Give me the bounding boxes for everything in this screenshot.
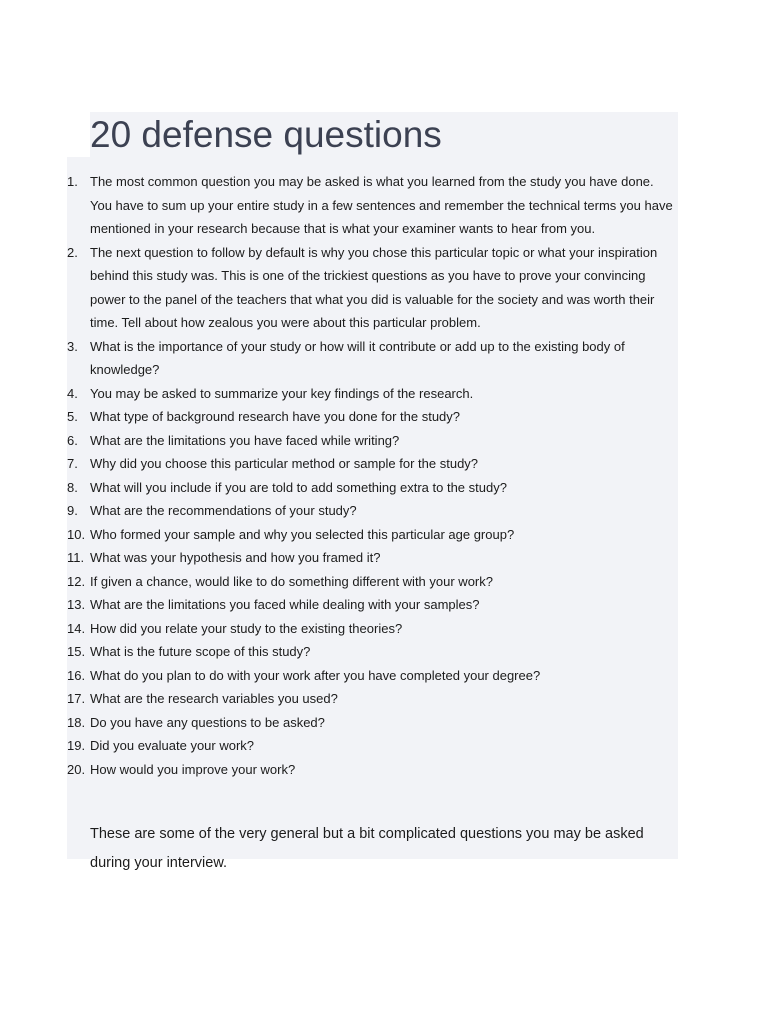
list-item-number: 16. [67, 667, 86, 683]
list-item-text: Who formed your sample and why you selected this particular age group? [90, 526, 515, 542]
list-item [67, 640, 678, 664]
list-item-number: 17. [67, 691, 86, 706]
list-item-number: 5. [67, 409, 78, 424]
list-item-number: 4. [67, 385, 78, 401]
page-title: 20 defense questions [90, 114, 442, 155]
list-item [67, 758, 678, 782]
list-item-number: 13. [67, 597, 86, 612]
list-item-text: What do you plan to do with your work after you have completed your degree? [90, 667, 541, 683]
list-item [67, 499, 678, 523]
list-item-text: How did you relate your study to the existing theories? [90, 620, 403, 636]
list-item [67, 617, 678, 641]
list-item [67, 523, 678, 547]
list-item-text: Do you have any questions to be asked? [90, 714, 325, 730]
list-item-text: What is the future scope of this study? [90, 644, 311, 659]
list-item-number: 14. [67, 620, 86, 636]
list-item [67, 335, 678, 382]
list-item [67, 546, 678, 570]
document-content [67, 112, 678, 878]
list-item [67, 429, 678, 453]
list-item [67, 664, 678, 688]
list-item-text: Did you evaluate your work? [90, 738, 255, 753]
list-item-number: 3. [67, 338, 78, 354]
list-item-number: 20. [67, 761, 86, 777]
list-item-number: 15. [67, 644, 86, 659]
list-item [67, 570, 678, 594]
list-item [67, 734, 678, 758]
list-item-text: What are the research variables you used? [90, 691, 338, 706]
list-item-text: What are the limitations you have faced while writing? [90, 432, 400, 448]
list-item-text: Why did you choose this particular method or sample for the study? [90, 456, 479, 471]
list-item-text: What are the limitations you faced while dealing with your samples? [90, 597, 480, 612]
list-item-number: 11. [67, 550, 85, 565]
list-item-text: What type of background research have you done for the study? [90, 409, 461, 424]
list-item-number: 6. [67, 432, 78, 448]
list-item-number: 12. [67, 573, 86, 589]
list-item-text: You may be asked to summarize your key findings of the research. [90, 385, 474, 401]
list-item-text: If given a chance, would like to do something different with your work? [90, 573, 493, 589]
list-item-text: What will you include if you are told to add something extra to the study? [90, 479, 507, 495]
questions-list [67, 170, 678, 781]
list-item-number: 18. [67, 714, 86, 730]
list-item-text: What is the importance of your study or how will it contribute or add up to the existing body of knowledge? [90, 338, 625, 377]
list-item [67, 405, 678, 429]
list-item-number: 9. [67, 503, 78, 518]
list-item [67, 241, 678, 335]
list-item-text: What are the recommendations of your study? [90, 503, 357, 518]
list-item-number: 1. [67, 174, 78, 189]
list-item [67, 382, 678, 406]
list-item-number: 10. [67, 526, 86, 542]
list-item [67, 452, 678, 476]
closing-paragraph: These are some of the very general but a bit complicated questions you may be asked during your interview. [90, 826, 644, 871]
list-item-text: The most common question you may be asked is what you learned from the study you have done. You have to sum up your entire study in a few sentences and remember the technical terms you have mentioned in your research because that is what your examiner wants to hear from you. [90, 174, 673, 236]
list-item [67, 711, 678, 735]
list-item-text: How would you improve your work? [90, 761, 296, 777]
list-item-text: The next question to follow by default is why you chose this particular topic or what your inspiration behind this study was. This is one of the trickiest questions as you have to prove your convincing power to the panel of the teachers that what you did is valuable for the society and was worth their time. Tell about how zealous you were about this particular problem. [90, 244, 658, 330]
list-item [67, 476, 678, 500]
list-item-number: 7. [67, 456, 78, 471]
list-item-number: 8. [67, 479, 78, 495]
list-item [67, 687, 678, 711]
list-item-number: 2. [67, 244, 78, 260]
list-item [67, 593, 678, 617]
list-item-number: 19. [67, 738, 86, 753]
list-item-text: What was your hypothesis and how you framed it? [90, 550, 381, 565]
list-item [67, 170, 678, 241]
